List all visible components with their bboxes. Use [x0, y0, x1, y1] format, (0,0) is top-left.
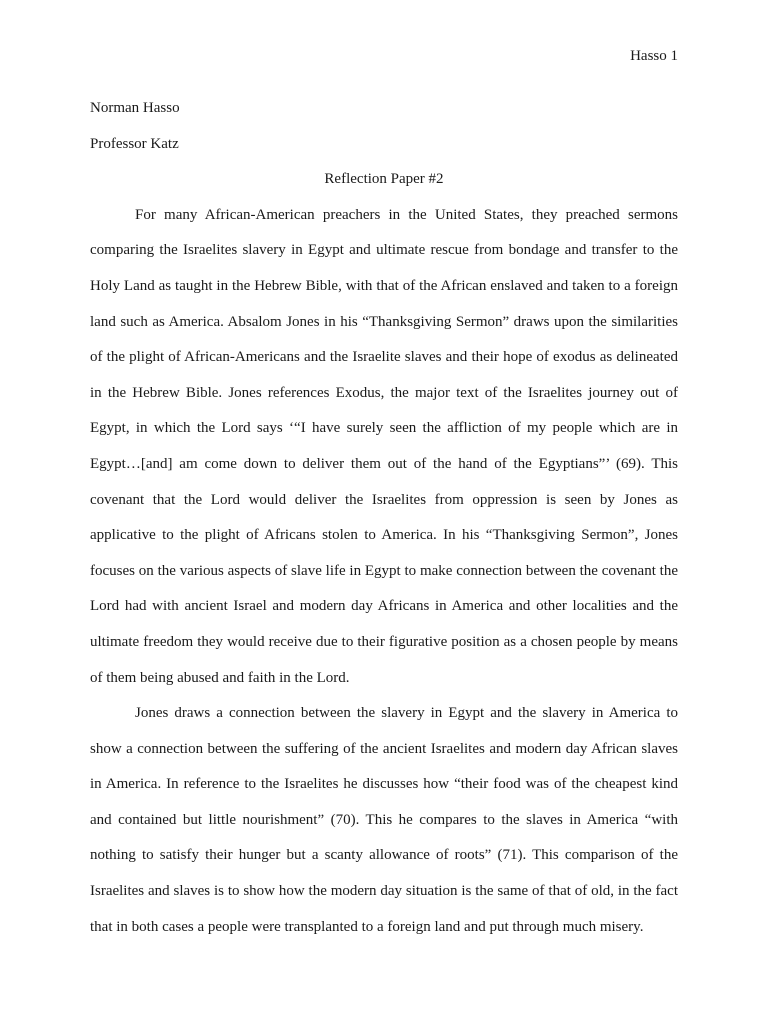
running-head: Hasso 1	[630, 48, 678, 64]
body-paragraph-1: For many African-American preachers in the United States, they preached sermons comparing the Israelites slavery in Egypt and ultimate rescue from bondage and transfer to the Holy Land as taught in the Hebrew Bible, with that of the African enslaved and taken to a foreign land such as America. Absalom Jones in his “Thanksgiving Sermon” draws upon the similarities of the plight of African-Americans and the Israelite slaves and their hope of exodus as delineated in the Hebrew Bible. Jones references Exodus, the major text of the Israelites journey out of Egypt, in which the Lord says ‘“I have surely seen the affliction of my people which are in Egypt…[and] am come down to deliver them out of the hand of the Egyptians”’ (69). This covenant that the Lord would deliver the Israelites from oppression is seen by Jones as applicative to the plight of Africans stolen to America. In his “Thanksgiving Sermon”, Jones focuses on the various aspects of slave life in Egypt to make connection between the covenant the Lord had with ancient Israel and modern day Africans in America and other localities and the ultimate freedom they would receive due to their figurative position as a chosen people by means of them being abused and faith in the Lord.	[90, 206, 678, 686]
author-name: Norman Hasso	[90, 100, 180, 116]
body-paragraph-2: Jones draws a connection between the slavery in Egypt and the slavery in America to show a connection between the suffering of the ancient Israelites and modern day African slaves in America. In reference to the Israelites he discusses how “their food was of the cheapest kind and contained but little nourishment” (70). This he compares to the slaves in America “with nothing to satisfy their hunger but a scanty allowance of roots” (71). This comparison of the Israelites and slaves is to show how the modern day situation is the same of that of old, in the fact that in both cases a people were transplanted to a foreign land and put through much misery.	[90, 705, 678, 935]
paper-content	[90, 91, 678, 945]
paper-title: Reflection Paper #2	[324, 171, 444, 188]
instructor-name: Professor Katz	[90, 135, 179, 152]
